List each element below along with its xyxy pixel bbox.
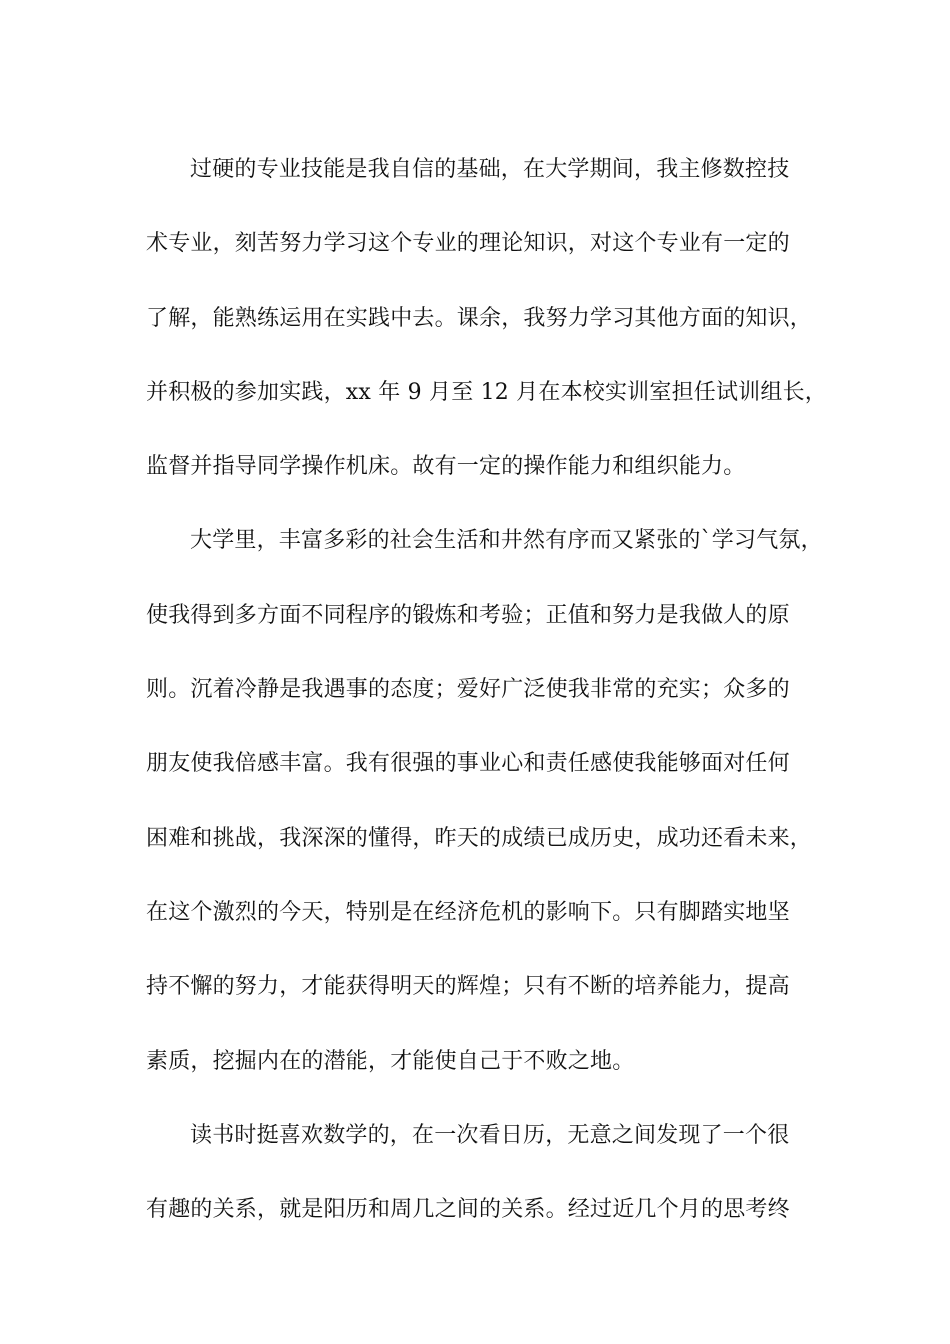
paragraph-2-line-8: 素质，挖掘内在的潜能，才能使自己于不败之地。 xyxy=(146,1048,635,1074)
paragraph-1-line-5: 监督并指导同学操作机床。故有一定的操作能力和组织能力。 xyxy=(146,454,746,480)
paragraph-2-line-7: 持不懈的努力，才能获得明天的辉煌；只有不断的培养能力，提高 xyxy=(146,974,790,1000)
paragraph-1-line-3: 了解，能熟练运用在实践中去。课余，我努力学习其他方面的知识， xyxy=(146,305,813,331)
paragraph-1-line-1: 过硬的专业技能是我自信的基础，在大学期间，我主修数控技 xyxy=(190,157,790,182)
paragraph-2-line-6: 在这个激烈的今天，特别是在经济危机的影响下。只有脚踏实地坚 xyxy=(146,899,790,925)
paragraph-3-line-1: 读书时挺喜欢数学的，在一次看日历，无意之间发现了一个很 xyxy=(190,1122,790,1148)
paragraph-2-line-5: 困难和挑战，我深深的懂得，昨天的成绩已成历史，成功还看未来， xyxy=(146,825,813,851)
paragraph-2-line-4: 朋友使我倍感丰富。我有很强的事业心和责任感使我能够面对任何 xyxy=(146,751,790,777)
paragraph-1-line-2: 术专业，刻苦努力学习这个专业的理论知识，对这个专业有一定的 xyxy=(146,231,790,257)
body-text xyxy=(146,133,827,1247)
paragraph-2-line-1: 大学里，丰富多彩的社会生活和井然有序而又紧张的`学习气氛， xyxy=(190,528,823,554)
paragraph-3-line-2: 有趣的关系，就是阳历和周几之间的关系。经过近几个月的思考终 xyxy=(146,1197,790,1223)
paragraph-2-line-3: 则。沉着冷静是我遇事的态度；爱好广泛使我非常的充实；众多的 xyxy=(146,677,790,703)
paragraph-2-line-2: 使我得到多方面不同程序的锻炼和考验；正值和努力是我做人的原 xyxy=(146,602,790,628)
paragraph-1-line-4: 并积极的参加实践，xx 年 9 月至 12 月在本校实训室担任试训组长， xyxy=(146,379,827,405)
